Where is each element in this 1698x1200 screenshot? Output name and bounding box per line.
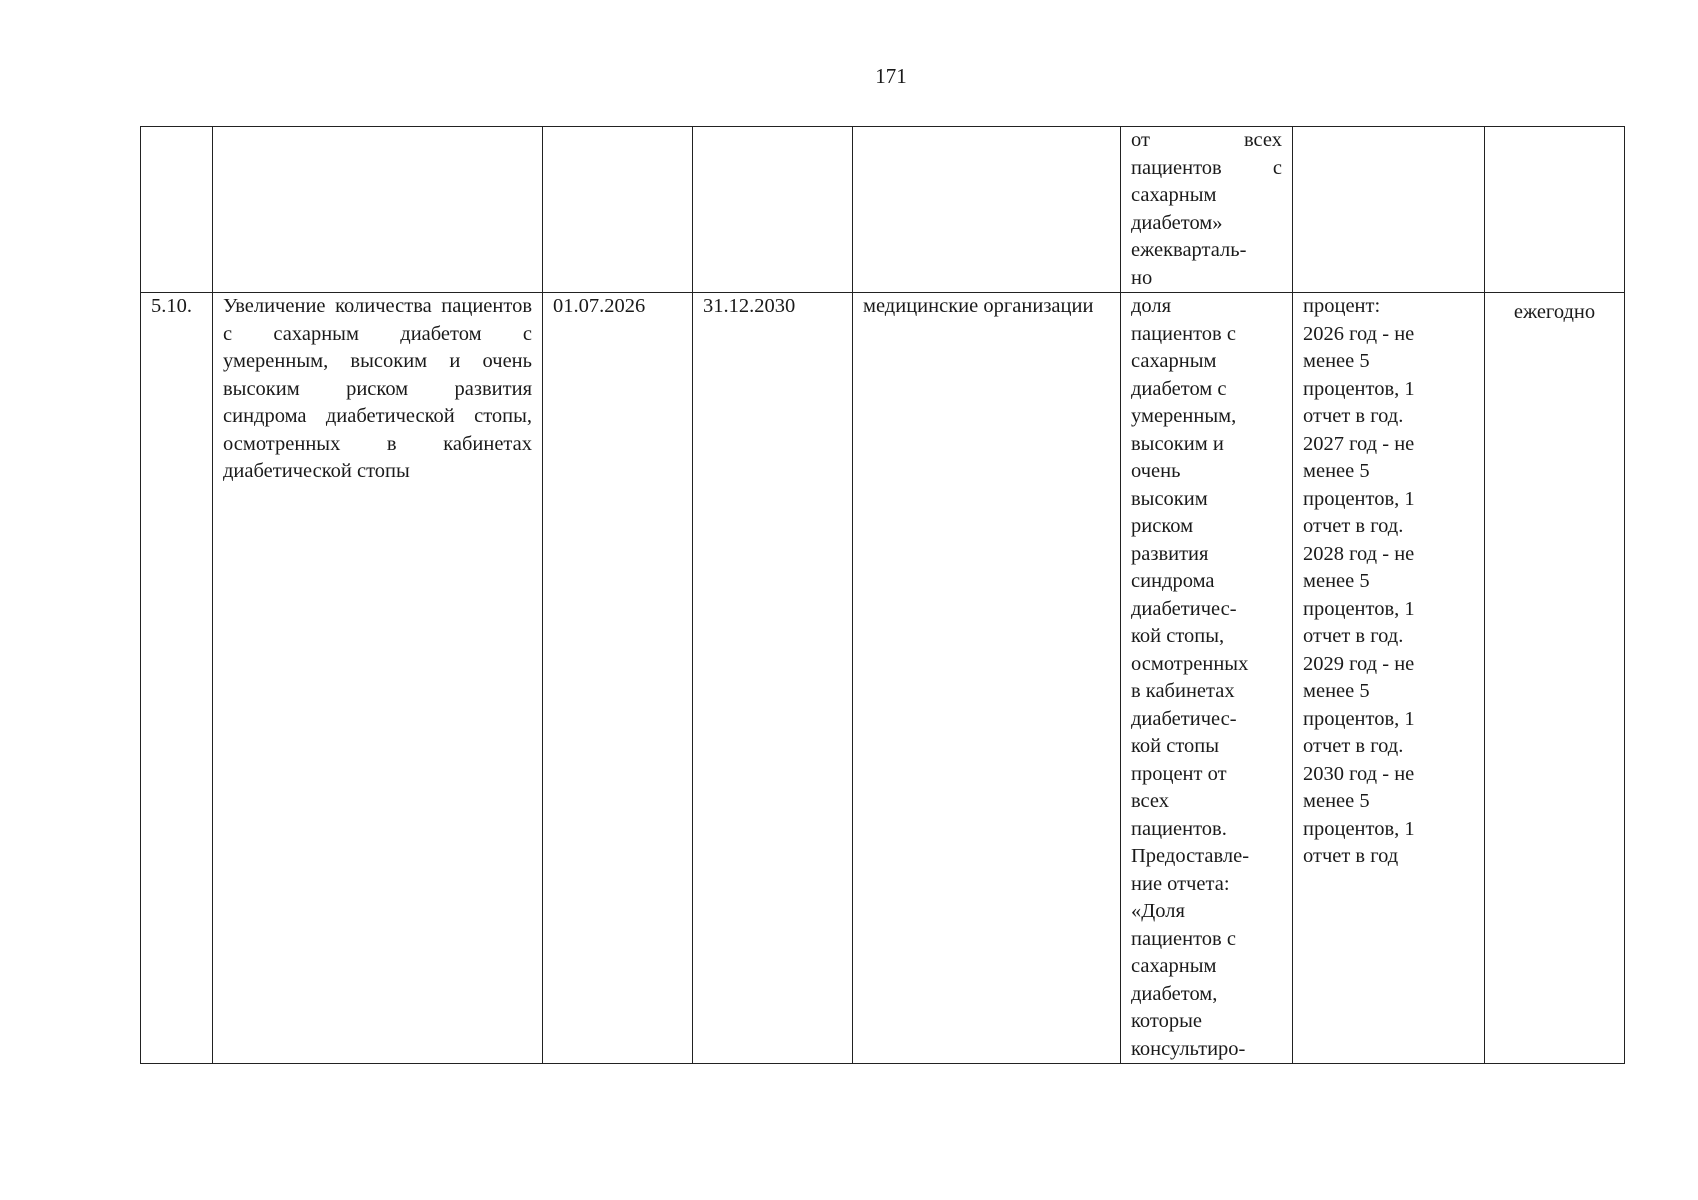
target-line: отчет в год. <box>1303 735 1404 757</box>
target-line: 2027 год - не <box>1303 432 1415 455</box>
indicator-line: ние отчета: <box>1131 872 1230 895</box>
indicator-line: синдрома <box>1131 570 1215 592</box>
target-line: менее 5 <box>1303 350 1370 372</box>
end-date-cell: 31.12.2030 <box>693 293 853 1064</box>
target-line: менее 5 <box>1303 460 1370 482</box>
target-line: процентов, 1 <box>1303 597 1415 620</box>
indicator-line: высоким и <box>1131 432 1224 455</box>
indicator-line: которые <box>1131 1010 1202 1032</box>
indicator-line: диабетичес- <box>1131 707 1237 730</box>
target-line: отчет в год <box>1303 845 1399 867</box>
executor-cell <box>853 127 1121 293</box>
target-line: 2030 год - не <box>1303 762 1415 785</box>
target-line: отчет в год. <box>1303 405 1404 427</box>
indicator-line: ежекварталь- <box>1131 239 1247 261</box>
indicator-line: умеренным, <box>1131 405 1237 427</box>
indicator-line: консультиро- <box>1131 1037 1246 1060</box>
indicator-line: пациентов с <box>1131 156 1282 179</box>
indicator-line: но <box>1131 266 1153 289</box>
indicator-line: кой стопы, <box>1131 625 1225 647</box>
indicator-line: диабетичес- <box>1131 597 1237 620</box>
target-line: менее 5 <box>1303 680 1370 702</box>
indicator-line: кой стопы <box>1131 735 1220 757</box>
indicator-line: очень <box>1131 460 1181 482</box>
target-line: менее 5 <box>1303 570 1370 592</box>
indicator-line: диабетом с <box>1131 377 1227 400</box>
target-line: процент: <box>1303 295 1381 317</box>
start-date-cell: 01.07.2026 <box>543 293 693 1064</box>
target-line: 2029 год - не <box>1303 652 1415 675</box>
target-cell <box>1293 127 1485 293</box>
table-row <box>141 293 1625 1064</box>
frequency-cell: ежегодно <box>1485 293 1625 1064</box>
measure-cell: Увеличение количества пациентов с сахарным диабетом с умеренным, высоким и очень высоким риском развития синдрома диабетической стопы, осмотренных в кабинетах диабетической стопы <box>213 293 543 1064</box>
indicator-line: сахарным <box>1131 955 1217 977</box>
indicator-line: пациентов с <box>1131 927 1236 950</box>
executor-cell: медицинские организации <box>853 293 1121 1064</box>
frequency-cell <box>1485 127 1625 293</box>
row-number-cell: 5.10. <box>141 293 213 1064</box>
indicator-cell <box>1121 127 1293 293</box>
indicator-line: диабетом, <box>1131 982 1218 1005</box>
target-line: процентов, 1 <box>1303 487 1415 510</box>
target-cell <box>1293 293 1485 1064</box>
target-line: отчет в год. <box>1303 625 1404 647</box>
target-line: отчет в год. <box>1303 515 1404 537</box>
target-line: процентов, 1 <box>1303 707 1415 730</box>
indicator-line: от всех <box>1131 129 1282 151</box>
indicator-line: доля <box>1131 295 1172 317</box>
measure-cell <box>213 127 543 293</box>
indicator-line: осмотренных <box>1131 652 1249 675</box>
end-date-cell <box>693 127 853 293</box>
indicator-line: риском <box>1131 515 1194 537</box>
target-line: процентов, 1 <box>1303 817 1415 840</box>
table-row <box>141 127 1625 293</box>
target-line: менее 5 <box>1303 790 1370 812</box>
indicator-line: высоким <box>1131 487 1208 510</box>
target-line: 2026 год - не <box>1303 322 1415 345</box>
page-number: 171 <box>875 64 907 88</box>
indicator-line: сахарным <box>1131 184 1217 206</box>
indicator-line: процент от <box>1131 762 1227 785</box>
indicator-cell <box>1121 293 1293 1064</box>
indicator-line: «Доля <box>1131 900 1185 922</box>
indicator-line: диабетом» <box>1131 211 1223 234</box>
indicator-line: пациентов. <box>1131 817 1227 840</box>
measures-table <box>140 126 1625 1064</box>
indicator-line: Предоставле- <box>1131 845 1250 867</box>
target-line: процентов, 1 <box>1303 377 1415 400</box>
indicator-line: сахарным <box>1131 350 1217 372</box>
indicator-line: развития <box>1131 542 1209 565</box>
indicator-line: пациентов с <box>1131 322 1236 345</box>
indicator-line: в кабинетах <box>1131 680 1235 702</box>
indicator-line: всех <box>1131 790 1169 812</box>
start-date-cell <box>543 127 693 293</box>
row-number-cell <box>141 127 213 293</box>
target-line: 2028 год - не <box>1303 542 1415 565</box>
